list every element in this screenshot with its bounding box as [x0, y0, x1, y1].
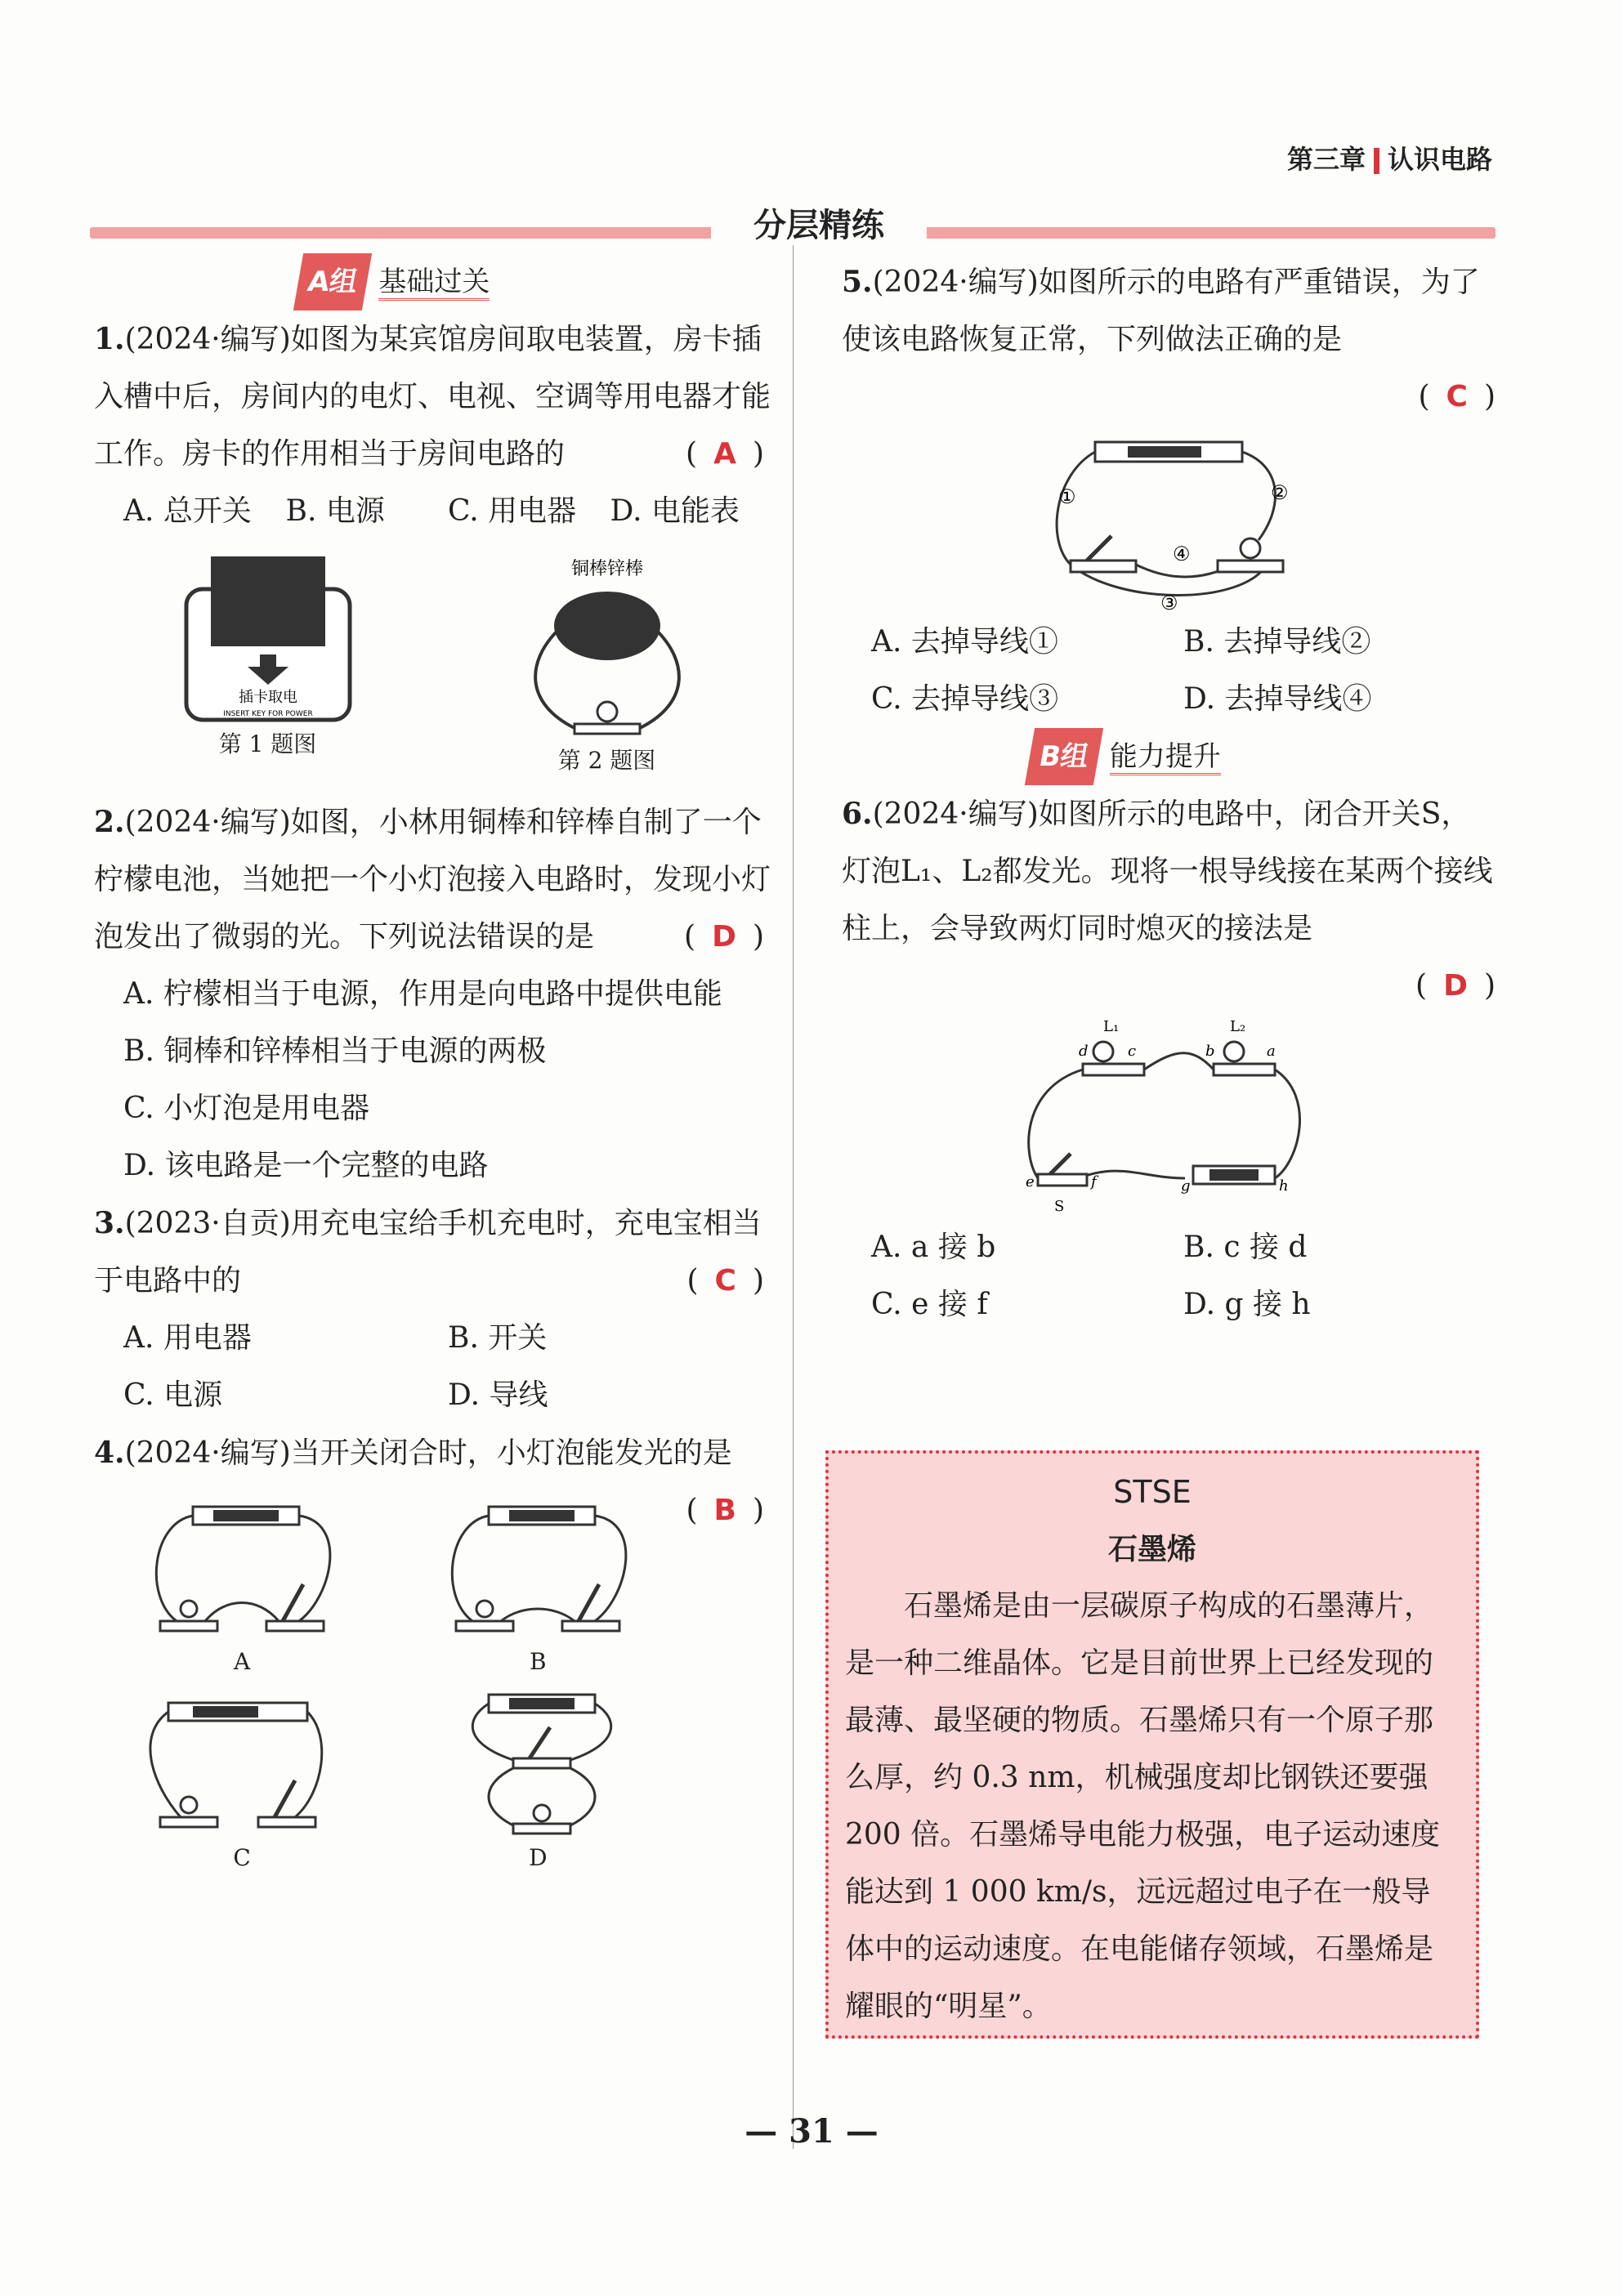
- options: [842, 1219, 1496, 1333]
- group-a-title: 基础过关: [378, 266, 490, 301]
- answer-slot: ( B ): [686, 1494, 764, 1527]
- svg-text:f: f: [1091, 1173, 1097, 1190]
- question-text: (2024·编写)如图所示的电路有严重错误，为了使该电路恢复正常，下列做法正确的是: [842, 266, 1480, 356]
- stse-heading: STSE: [1113, 1474, 1192, 1510]
- answer: A: [713, 437, 736, 471]
- page-number: — 31 —: [744, 2112, 879, 2151]
- figure-1: [170, 556, 366, 777]
- section-title: 分层精练: [711, 199, 927, 246]
- question-number: 4.: [94, 1436, 125, 1470]
- svg-text:e: e: [1026, 1173, 1035, 1190]
- right-column: [842, 253, 1496, 1333]
- question-number: 1.: [94, 322, 125, 356]
- answer-slot: ( D ): [1415, 969, 1496, 1003]
- circuit-a-label: A: [233, 1648, 251, 1675]
- svg-text:a: a: [1267, 1043, 1276, 1060]
- svg-text:插卡取电: 插卡取电: [238, 689, 297, 706]
- option-c: C. 电源: [123, 1378, 223, 1412]
- svg-text:铜棒锌棒: 铜棒锌棒: [570, 559, 643, 579]
- answer-slot: ( C ): [1418, 380, 1496, 413]
- option-d: D. 导线: [448, 1378, 548, 1412]
- stse-box: [825, 1450, 1479, 2039]
- left-column: [94, 253, 772, 1874]
- svg-text:L₂: L₂: [1230, 1018, 1246, 1035]
- circuit-c-label: C: [233, 1844, 251, 1871]
- circuit-b-diagram: [431, 1490, 644, 1646]
- chapter-label: 第三章: [1286, 144, 1366, 175]
- svg-text:④: ④: [1173, 543, 1191, 565]
- group-a-badge: A组: [293, 253, 373, 310]
- circuit-c: [94, 1686, 390, 1874]
- circuit-d-label: D: [529, 1844, 548, 1871]
- group-b-badge: B组: [1025, 728, 1103, 785]
- option-d: D. 电能表: [610, 494, 740, 528]
- answer-slot: ( D ): [684, 920, 764, 954]
- chapter-header: [1287, 139, 1492, 176]
- svg-text:L₁: L₁: [1103, 1018, 1120, 1035]
- option-d: D. g 接 h: [1183, 1288, 1311, 1321]
- svg-text:c: c: [1128, 1043, 1137, 1060]
- question-5: [842, 253, 1496, 728]
- q5-circuit-diagram: [1038, 426, 1299, 614]
- svg-text:①: ①: [1058, 485, 1076, 508]
- question-1: [94, 310, 772, 777]
- topic-label: 认识电路: [1387, 144, 1492, 175]
- lemon-battery-illustration: [517, 556, 697, 744]
- circuit-options: [94, 1490, 686, 1874]
- question-number: 3.: [94, 1206, 125, 1240]
- svg-text:INSERT KEY FOR POWER: INSERT KEY FOR POWER: [222, 710, 313, 718]
- option-c: C. e 接 f: [871, 1288, 988, 1321]
- option-d: D. 该电路是一个完整的电路: [123, 1149, 489, 1182]
- answer: B: [713, 1494, 736, 1527]
- option-a: A. 柠檬相当于电源，作用是向电路中提供电能: [123, 977, 722, 1011]
- options: [94, 483, 772, 540]
- answer-slot: ( C ): [686, 1264, 764, 1298]
- figure-2-caption: 第 2 题图: [557, 747, 656, 774]
- option-b: B. 铜棒和锌棒相当于电源的两极: [123, 1034, 547, 1068]
- question-text: (2024·编写)如图，小林用铜棒和锌棒自制了一个柠檬电池，当她把一个小灯泡接入电路时，发现小灯泡发出了微弱的光。下列说法错误的是: [94, 806, 771, 954]
- question-number: 5.: [842, 265, 873, 299]
- question-text: (2023·自贡)用充电宝给手机充电时，充电宝相当于电路中的: [94, 1207, 762, 1298]
- answer: C: [714, 1264, 736, 1298]
- options: [94, 1310, 772, 1424]
- question-number: 6.: [842, 797, 873, 831]
- stse-body: 石墨烯是由一层碳原子构成的石墨薄片，是一种二维晶体。它是目前世界上已经发现的最薄、最坚硬的物质。石墨烯只有一个原子那么厚，约 0.3 nm，机械强度却比钢铁还要强 200 倍。石墨烯导电能力极强，电子运动速度能达到 1 000 km/s，远远超过电子在一般导体中的运动速度。在电能储存领域，石墨烯是耀眼的“明星”。: [845, 1589, 1441, 2023]
- circuit-d: [390, 1686, 686, 1874]
- card-slot-illustration: [170, 556, 366, 728]
- svg-text:b: b: [1205, 1043, 1215, 1060]
- option-a: A. 去掉导线①: [871, 625, 1058, 659]
- group-b-heading: [1030, 728, 1496, 785]
- question-6: [842, 785, 1496, 1333]
- question-3: [94, 1195, 772, 1424]
- option-c: C. 去掉导线③: [871, 682, 1059, 716]
- svg-text:③: ③: [1160, 592, 1178, 614]
- answer: C: [1446, 380, 1468, 413]
- options: [94, 966, 772, 1195]
- question-text: (2024·编写)如图所示的电路中，闭合开关S，灯泡L₁、L₂都发光。现将一根导线接在某两个接线柱上，会导致两灯同时熄灭的接法是: [842, 797, 1493, 945]
- question-2: [94, 793, 772, 1195]
- circuit-d-diagram: [431, 1686, 644, 1842]
- svg-text:②: ②: [1271, 481, 1289, 504]
- option-b: B. 开关: [448, 1321, 548, 1355]
- group-b-title: 能力提升: [1110, 740, 1221, 775]
- option-c: C. 用电器: [448, 494, 577, 528]
- svg-text:d: d: [1079, 1043, 1089, 1060]
- option-a: A. 总开关: [123, 494, 252, 528]
- stse-title: 石墨烯: [1107, 1532, 1196, 1566]
- circuit-a: [94, 1490, 390, 1678]
- option-b: B. c 接 d: [1183, 1231, 1308, 1264]
- circuit-a-diagram: [136, 1490, 348, 1646]
- column-divider: [793, 245, 794, 2149]
- option-a: A. 用电器: [123, 1321, 252, 1355]
- options: [842, 614, 1496, 728]
- circuit-c-diagram: [136, 1686, 348, 1842]
- answer: D: [1443, 969, 1468, 1003]
- figures-1-2: [94, 556, 772, 777]
- question-4: [94, 1424, 772, 1874]
- option-b: B. 电源: [285, 494, 385, 528]
- answer-slot: ( A ): [686, 437, 764, 471]
- group-a-heading: [298, 253, 772, 310]
- option-b: B. 去掉导线②: [1183, 625, 1371, 659]
- figure-2: [517, 556, 697, 777]
- header-divider: [1374, 148, 1379, 174]
- figure-1-caption: 第 1 题图: [218, 730, 317, 757]
- svg-text:g: g: [1181, 1177, 1191, 1195]
- option-d: D. 去掉导线④: [1183, 682, 1372, 716]
- option-c: C. 小灯泡是用电器: [123, 1092, 370, 1125]
- circuit-b-label: B: [530, 1648, 547, 1675]
- question-text: (2024·编写)当开关闭合时，小灯泡能发光的是: [124, 1436, 732, 1470]
- question-number: 2.: [94, 805, 125, 839]
- q6-circuit-diagram: [1022, 1015, 1316, 1219]
- svg-text:S: S: [1054, 1198, 1065, 1215]
- circuit-b: [390, 1490, 686, 1678]
- option-a: A. a 接 b: [871, 1231, 996, 1264]
- question-text: (2024·编写)如图为某宾馆房间取电装置，房卡插入槽中后，房间内的电灯、电视、空调等用电器才能工作。房卡的作用相当于房间电路的: [94, 323, 771, 471]
- answer: D: [712, 920, 736, 954]
- svg-text:h: h: [1279, 1177, 1289, 1195]
